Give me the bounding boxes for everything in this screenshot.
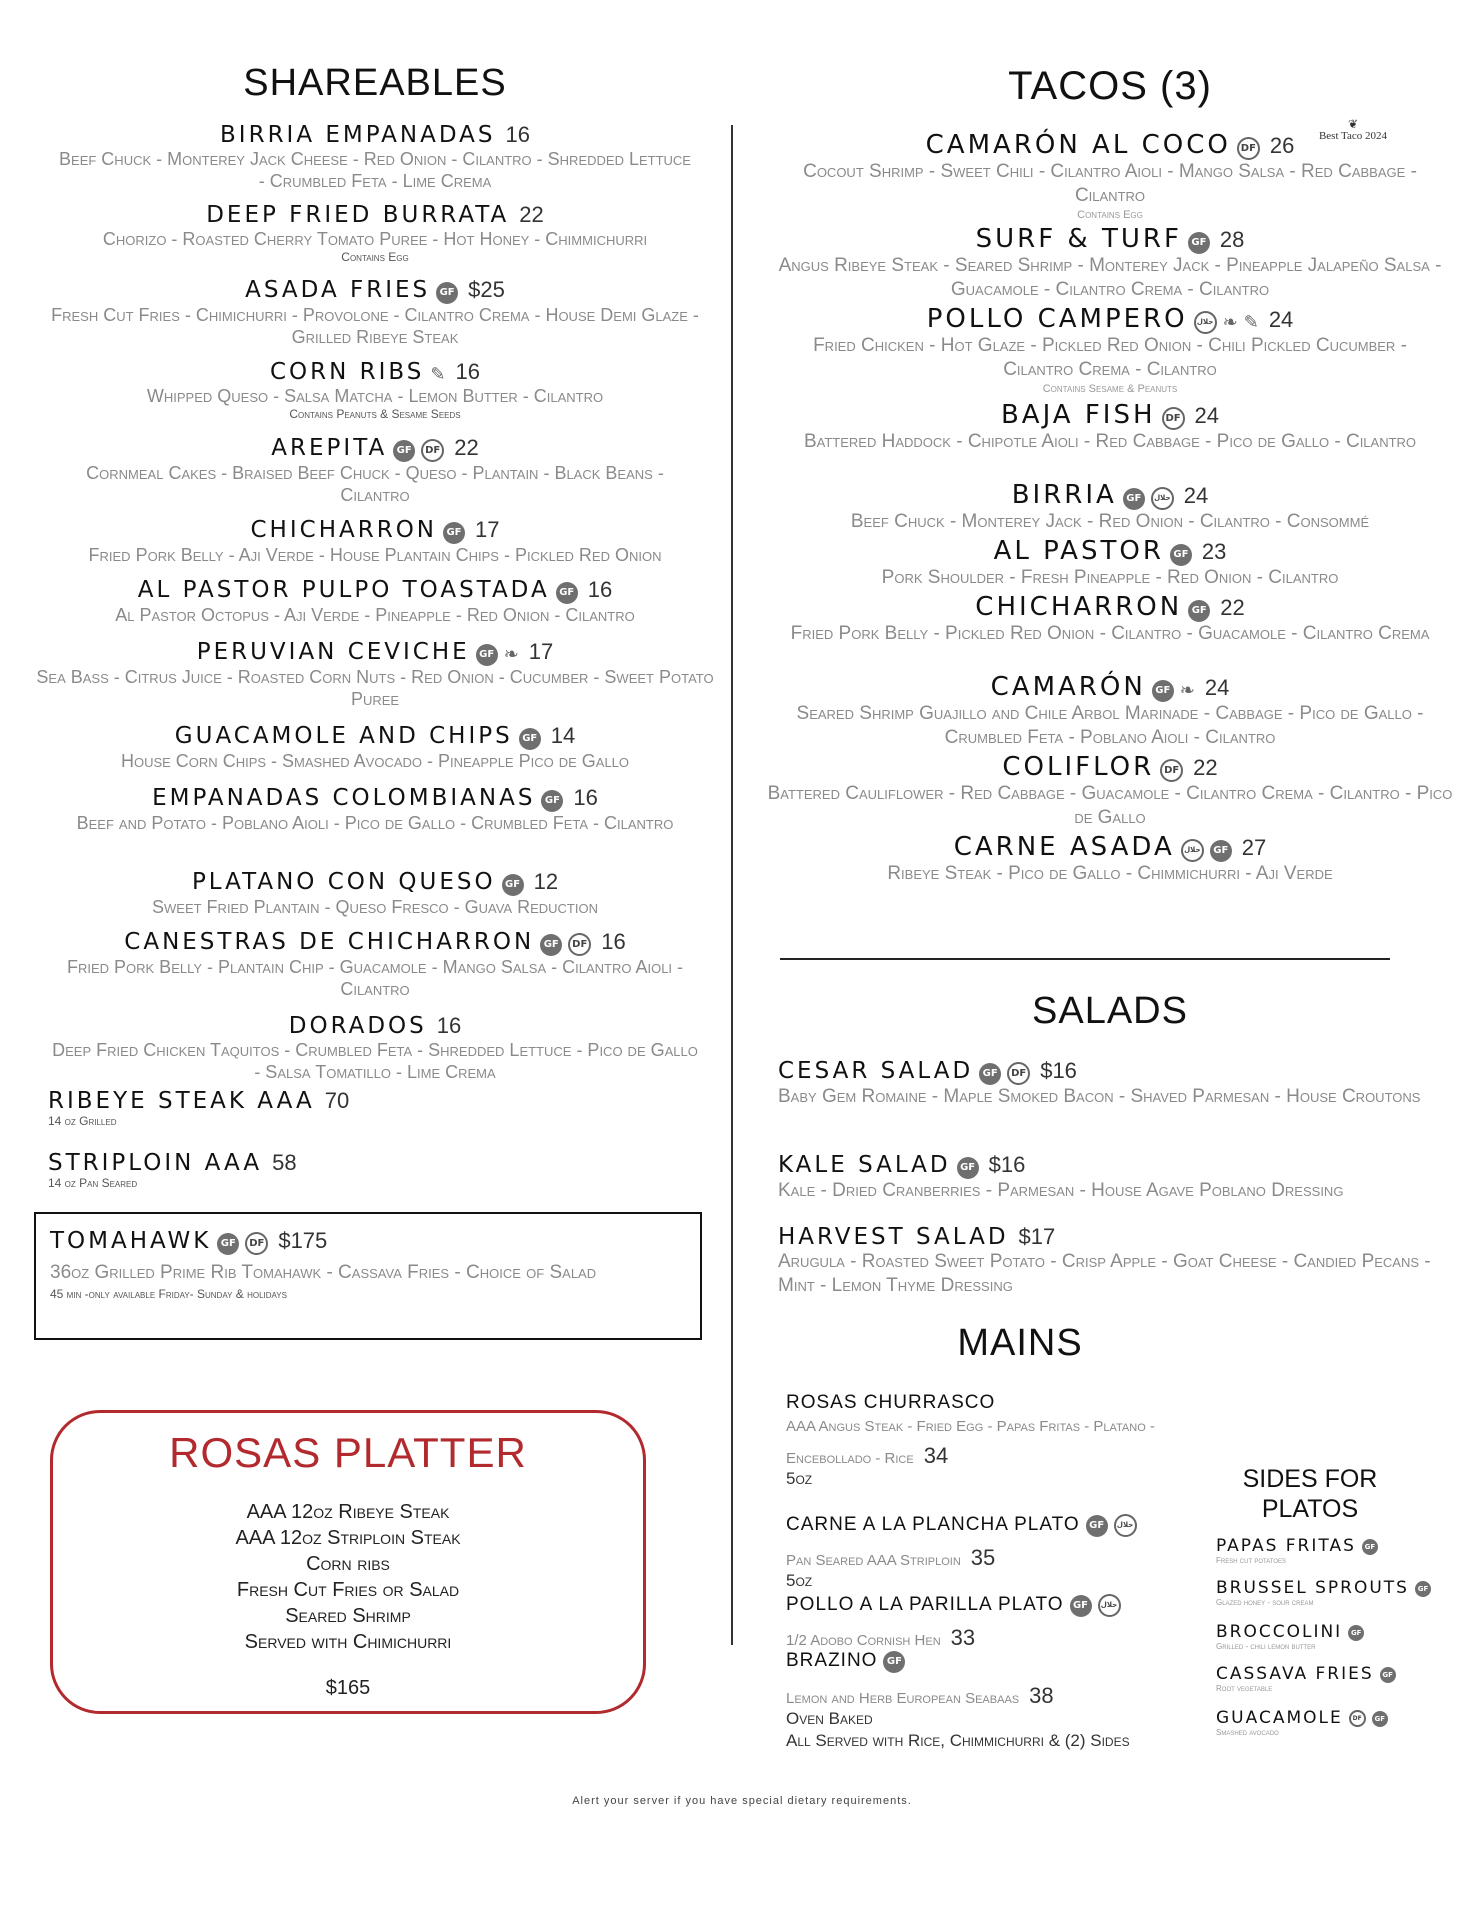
- menu-item: [30, 639, 720, 723]
- menu-item: [760, 592, 1460, 672]
- dairy-free-icon: DF: [1237, 137, 1260, 160]
- menu-item: [30, 277, 720, 359]
- halal-icon: حلال: [1151, 487, 1174, 510]
- item-desc: Kale - Dried Cranberries - Parmesan - House Agave Poblano Dressing: [778, 1179, 1344, 1201]
- item-name: CORN RIBS: [270, 359, 425, 385]
- item-price: 24: [1194, 403, 1220, 428]
- item-note: Glazed honey - sour cream: [1216, 1598, 1314, 1607]
- dairy-free-icon: DF: [1162, 407, 1185, 430]
- award-text: Best Taco 2024: [1318, 130, 1388, 142]
- item-name: BIRRIA: [1011, 480, 1117, 510]
- item-price: 16: [436, 1013, 462, 1038]
- item-desc: Deep Fried Chicken Taquitos - Crumbled Feta - Shredded Lettuce - Pico de Gallo - Salsa Tomatillo - Lime Crema: [52, 1040, 698, 1082]
- menu-item: [30, 122, 720, 202]
- item-name: SURF & TURF: [975, 224, 1182, 254]
- menu-item: [30, 359, 720, 435]
- platter-price: $165: [325, 1677, 371, 1699]
- menu-item: [760, 130, 1460, 224]
- item-name: BAJA FISH: [1000, 400, 1156, 430]
- halal-icon: حلال: [1098, 1594, 1121, 1617]
- item-desc: Baby Gem Romaine - Maple Smoked Bacon - Shaved Parmesan - House Croutons: [778, 1086, 1421, 1107]
- item-price: 34: [923, 1443, 949, 1468]
- side-item: [1216, 1664, 1456, 1708]
- platter-line: Corn ribs: [306, 1553, 390, 1575]
- item-name: HARVEST SALAD: [778, 1224, 1009, 1250]
- main-item: [786, 1594, 1206, 1650]
- dairy-free-icon: DF: [1007, 1062, 1030, 1085]
- platter-lines: [53, 1499, 643, 1655]
- section-divider: [780, 958, 1390, 960]
- salad-item: [778, 1152, 1458, 1224]
- item-note: 14 oz Pan Seared: [48, 1176, 138, 1190]
- item-desc: Ribeye Steak - Pico de Gallo - Chimmichurri - Aji Verde: [887, 863, 1333, 884]
- menu-item: [30, 517, 720, 577]
- item-note: Contains Sesame & Peanuts: [1042, 383, 1178, 395]
- item-name: EMPANADAS COLOMBIANAS: [152, 785, 536, 811]
- gluten-free-icon: GF: [541, 790, 563, 812]
- menu-item: [30, 577, 720, 639]
- gluten-free-icon: GF: [476, 644, 498, 666]
- main-item: [786, 1514, 1206, 1594]
- mains-list: [786, 1392, 1206, 1751]
- item-desc: 1/2 Adobo Cornish Hen: [786, 1632, 941, 1649]
- item-price: 16: [505, 122, 530, 147]
- item-desc: Pork Shoulder - Fresh Pineapple - Red Onion - Cilantro: [881, 567, 1339, 588]
- item-name: CESAR SALAD: [778, 1058, 974, 1084]
- item-note: Smashed avocado: [1216, 1728, 1279, 1737]
- gluten-free-icon: GF: [957, 1157, 979, 1179]
- item-note: Contains Egg: [1077, 209, 1143, 221]
- menu-item: [30, 202, 720, 277]
- item-price: 14: [550, 723, 576, 748]
- item-desc: Seared Shrimp Guajillo and Chile Arbol Marinade - Cabbage - Pico de Gallo - Crumbled Feta - Poblano Aioli - Cilantro: [796, 703, 1424, 748]
- item-price: 27: [1241, 835, 1267, 860]
- dairy-free-icon: DF: [1349, 1710, 1366, 1727]
- item-desc: Encebollado - Rice: [786, 1450, 914, 1467]
- item-desc: Beef and Potato - Poblano Aioli - Pico de Gallo - Crumbled Feta - Cilantro: [76, 812, 674, 833]
- mains-title: MAINS: [957, 1322, 1083, 1364]
- item-desc: 36oz Grilled Prime Rib Tomahawk - Cassava Fries - Choice of Salad: [50, 1262, 597, 1283]
- item-desc: Fried Pork Belly - Aji Verde - House Plantain Chips - Pickled Red Onion: [88, 544, 662, 565]
- item-price: 24: [1268, 307, 1294, 332]
- item-note: Root vegetable: [1216, 1684, 1273, 1693]
- item-name: AREPITA: [271, 435, 388, 461]
- steak-striploin: [48, 1150, 708, 1190]
- halal-icon: حلال: [1181, 839, 1204, 862]
- item-desc: Fried Chicken - Hot Glaze - Pickled Red Onion - Chili Pickled Cucumber - Cilantro Crema - Cilantro: [813, 335, 1407, 380]
- item-price: $17: [1018, 1224, 1056, 1249]
- menu-item: [760, 752, 1460, 832]
- item-name: CANESTRAS DE CHICHARRON: [124, 929, 535, 955]
- item-name: CARNE ASADA: [953, 832, 1175, 862]
- gluten-free-icon: GF: [1210, 840, 1232, 862]
- chili-pepper-icon: ❧: [503, 644, 519, 665]
- item-note: Grilled - chili lemon butter: [1216, 1642, 1316, 1651]
- menu-item: [760, 400, 1460, 480]
- gluten-free-icon: GF: [1380, 1667, 1396, 1683]
- menu-item: [30, 723, 720, 785]
- item-price: 24: [1204, 675, 1230, 700]
- gluten-free-icon: GF: [1086, 1515, 1108, 1537]
- item-price: 16: [573, 785, 598, 810]
- shareables-list: [30, 122, 720, 1083]
- item-price: 16: [601, 929, 626, 954]
- item-price: 17: [528, 639, 554, 664]
- item-name: BRUSSEL SPROUTS: [1216, 1578, 1409, 1598]
- gluten-free-icon: GF: [556, 582, 578, 604]
- item-desc: AAA Angus Steak - Fried Egg - Papas Fritas - Platano -: [786, 1418, 1155, 1435]
- salads-list: [778, 1058, 1458, 1298]
- gluten-free-icon: GF: [540, 934, 562, 956]
- item-price: 38: [1029, 1682, 1054, 1708]
- side-item: [1216, 1536, 1456, 1578]
- item-name: PLATANO CON QUESO: [191, 869, 496, 895]
- item-desc: Cornmeal Cakes - Braised Beef Chuck - Queso - Plantain - Black Beans - Cilantro: [86, 463, 664, 505]
- item-name: DEEP FRIED BURRATA: [206, 202, 510, 228]
- item-name: PAPAS FRITAS: [1216, 1536, 1356, 1556]
- platter-line: Fresh Cut Fries or Salad: [236, 1579, 460, 1601]
- column-divider: [731, 125, 733, 1645]
- dairy-free-icon: DF: [421, 439, 444, 462]
- item-name: KALE SALAD: [778, 1152, 951, 1178]
- item-price: 35: [970, 1545, 996, 1570]
- item-price: 33: [950, 1625, 976, 1650]
- item-note: 45 min -only available Friday- Sunday & holidays: [50, 1287, 287, 1301]
- item-desc: Arugula - Roasted Sweet Potato - Crisp Apple - Goat Cheese - Candied Pecans - Mint - Lemon Thyme Dressing: [778, 1251, 1431, 1296]
- item-desc: Angus Ribeye Steak - Seared Shrimp - Monterey Jack - Pineapple Jalapeño Salsa - Guacamole - Cilantro Crema - Cilantro: [778, 255, 1442, 300]
- item-name: CHICHARRON: [975, 592, 1183, 622]
- gluten-free-icon: GF: [883, 1651, 905, 1673]
- sides-list: [1216, 1536, 1456, 1737]
- platter-line: Served with Chimichurri: [244, 1631, 452, 1653]
- item-price: 28: [1219, 227, 1245, 252]
- main-item: [786, 1392, 1206, 1514]
- item-desc: Whipped Queso - Salsa Matcha - Lemon Butter - Cilantro: [146, 386, 604, 406]
- item-extra: 5oz: [786, 1571, 813, 1590]
- dairy-free-icon: DF: [568, 933, 591, 956]
- item-name: AL PASTOR PULPO TOASTADA: [137, 577, 550, 603]
- item-price: 12: [533, 869, 559, 894]
- item-name: POLLO CAMPERO: [926, 304, 1188, 334]
- menu-item: [760, 480, 1460, 536]
- item-price: $175: [278, 1228, 328, 1253]
- side-item: [1216, 1622, 1456, 1664]
- item-price: 58: [272, 1150, 297, 1175]
- item-name: CARNE A LA PLANCHA PLATO: [786, 1514, 1080, 1535]
- item-price: 22: [1193, 755, 1218, 780]
- item-name: CHICHARRON: [250, 517, 437, 543]
- menu-item: [30, 1013, 720, 1083]
- item-name: TOMAHAWK: [50, 1228, 212, 1254]
- gluten-free-icon: GF: [217, 1233, 239, 1255]
- gluten-free-icon: GF: [519, 728, 541, 750]
- menu-item: [30, 785, 720, 869]
- item-desc: Fried Pork Belly - Pickled Red Onion - Cilantro - Guacamole - Cilantro Crema: [790, 623, 1430, 644]
- dietary-notice: Alert your server if you have special dietary requirements.: [572, 1795, 912, 1807]
- item-price: $16: [1040, 1058, 1077, 1083]
- item-name: COLIFLOR: [1002, 752, 1155, 782]
- gluten-free-icon: GF: [1362, 1539, 1378, 1555]
- item-name: ROSAS CHURRASCO: [786, 1392, 996, 1413]
- item-desc: Beef Chuck - Monterey Jack Cheese - Red Onion - Cilantro - Shredded Lettuce - Crumbled Feta - Lime Crema: [59, 149, 691, 191]
- gluten-free-icon: GF: [1372, 1711, 1388, 1727]
- gluten-free-icon: GF: [1152, 680, 1174, 702]
- item-name: RIBEYE STEAK AAA: [48, 1088, 315, 1114]
- item-name: BRAZINO: [786, 1650, 878, 1671]
- gluten-free-icon: GF: [1170, 544, 1192, 566]
- item-note: Contains Egg: [341, 250, 409, 264]
- gluten-free-icon: GF: [1070, 1595, 1092, 1617]
- gluten-free-icon: GF: [979, 1063, 1001, 1085]
- gluten-free-icon: GF: [502, 874, 524, 896]
- dairy-free-icon: DF: [245, 1232, 268, 1255]
- platter-line: Seared Shrimp: [285, 1605, 411, 1627]
- gluten-free-icon: GF: [1415, 1581, 1431, 1597]
- item-note: Fresh cut potatoes: [1216, 1556, 1287, 1565]
- item-note: 14 oz Grilled: [48, 1114, 117, 1128]
- item-name: ASADA FRIES: [245, 277, 431, 303]
- item-name: CAMARÓN: [990, 672, 1146, 702]
- item-price: 16: [587, 577, 613, 602]
- item-name: PERUVIAN CEVICHE: [196, 639, 470, 665]
- salad-item: [778, 1224, 1458, 1298]
- item-name: POLLO A LA PARILLA PLATO: [786, 1594, 1064, 1615]
- item-desc: House Corn Chips - Smashed Avocado - Pineapple Pico de Gallo: [120, 750, 630, 771]
- steak-ribeye: [48, 1088, 708, 1128]
- gluten-free-icon: GF: [1348, 1625, 1364, 1641]
- mains-footer: All Served with Rice, Chimmichurri & (2) Sides: [786, 1730, 1130, 1750]
- tacos-list: [760, 130, 1460, 888]
- gluten-free-icon: GF: [1188, 232, 1210, 254]
- menu-item: [30, 929, 720, 1013]
- tacos-title: TACOS (3): [1008, 64, 1212, 108]
- halal-icon: حلال: [1114, 1514, 1137, 1537]
- chili-pepper-icon: ❧: [1222, 312, 1238, 333]
- item-price: $16: [988, 1152, 1026, 1177]
- item-desc: Pan Seared AAA Striploin: [786, 1552, 961, 1569]
- side-item: [1216, 1578, 1456, 1622]
- item-price: 16: [455, 359, 480, 384]
- gluten-free-icon: GF: [393, 440, 415, 462]
- item-name: DORADOS: [288, 1013, 427, 1039]
- menu-item: [760, 672, 1460, 752]
- item-desc: Sea Bass - Citrus Juice - Roasted Corn Nuts - Red Onion - Cucumber - Sweet Potato Puree: [36, 666, 714, 709]
- item-desc: Battered Haddock - Chipotle Aioli - Red Cabbage - Pico de Gallo - Cilantro: [803, 431, 1417, 452]
- item-desc: Cocout Shrimp - Sweet Chili - Cilantro Aioli - Mango Salsa - Red Cabbage - Cilantro: [803, 161, 1417, 206]
- item-name: CASSAVA FRIES: [1216, 1664, 1374, 1684]
- menu-item: [760, 224, 1460, 304]
- platter-line: AAA 12oz Ribeye Steak: [246, 1501, 450, 1523]
- menu-item: [30, 435, 720, 517]
- item-desc: Chorizo - Roasted Cherry Tomato Puree - Hot Honey - Chimmichurri: [102, 229, 648, 249]
- rosas-platter: [50, 1410, 646, 1714]
- item-name: STRIPLOIN AAA: [48, 1150, 263, 1176]
- item-price: 22: [519, 202, 544, 227]
- item-price: $25: [468, 277, 505, 302]
- item-name: BIRRIA EMPANADAS: [220, 122, 496, 148]
- item-price: 22: [1220, 595, 1245, 620]
- item-desc: Al Pastor Octopus - Aji Verde - Pineapple - Red Onion - Cilantro: [115, 604, 635, 625]
- item-price: 26: [1269, 133, 1295, 158]
- dairy-free-icon: DF: [1160, 759, 1183, 782]
- shareables-title: SHAREABLES: [243, 62, 507, 104]
- tomahawk-box: [34, 1212, 702, 1340]
- item-name: AL PASTOR: [993, 536, 1164, 566]
- item-price: 70: [324, 1088, 350, 1113]
- item-desc: Sweet Fried Plantain - Queso Fresco - Guava Reduction: [152, 896, 598, 917]
- sides-title: SIDES FOR PLATOS: [1242, 1465, 1378, 1523]
- platter-line: AAA 12oz Striploin Steak: [235, 1527, 461, 1549]
- corn-icon: ✎: [430, 364, 446, 385]
- side-item: [1216, 1708, 1456, 1737]
- menu-item: [760, 832, 1460, 888]
- menu-item: [760, 304, 1460, 400]
- item-desc: Lemon and Herb European Seabaas: [786, 1689, 1020, 1707]
- salad-item: [778, 1058, 1458, 1152]
- menu-item: [30, 869, 720, 929]
- main-item: [786, 1650, 1206, 1751]
- item-desc: Fried Pork Belly - Plantain Chip - Guacamole - Mango Salsa - Cilantro Aioli - Cilantro: [66, 957, 684, 999]
- laurel-icon: ❦: [1347, 117, 1359, 131]
- item-desc: Battered Cauliflower - Red Cabbage - Guacamole - Cilantro Crema - Cilantro - Pico de Gallo: [767, 783, 1453, 828]
- item-name: GUACAMOLE AND CHIPS: [174, 723, 513, 749]
- item-name: GUACAMOLE: [1216, 1708, 1343, 1728]
- gluten-free-icon: GF: [1123, 488, 1145, 510]
- platter-title: ROSAS PLATTER: [169, 1429, 527, 1476]
- corn-icon: ✎: [1243, 312, 1259, 333]
- item-price: 17: [475, 517, 500, 542]
- item-name: CAMARÓN AL COCO: [925, 130, 1231, 160]
- item-price: 24: [1183, 483, 1209, 508]
- gluten-free-icon: GF: [443, 522, 465, 544]
- chili-pepper-icon: ❧: [1179, 680, 1195, 701]
- item-extra: Oven Baked: [786, 1708, 873, 1728]
- item-price: 22: [454, 435, 479, 460]
- item-extra: 5oz: [786, 1469, 813, 1488]
- halal-icon: حلال: [1194, 311, 1217, 334]
- gluten-free-icon: GF: [1188, 600, 1210, 622]
- menu-item: [760, 536, 1460, 592]
- item-desc: Fresh Cut Fries - Chimichurri - Provolone - Cilantro Crema - House Demi Glaze - Grilled Ribeye Steak: [51, 304, 699, 347]
- item-desc: Beef Chuck - Monterey Jack - Red Onion - Cilantro - Consommé: [850, 511, 1370, 532]
- salads-title: SALADS: [1032, 990, 1188, 1032]
- item-price: 23: [1201, 539, 1227, 564]
- item-name: BROCCOLINI: [1216, 1622, 1343, 1642]
- item-note: Contains Peanuts & Sesame Seeds: [289, 407, 461, 421]
- gluten-free-icon: GF: [436, 282, 458, 304]
